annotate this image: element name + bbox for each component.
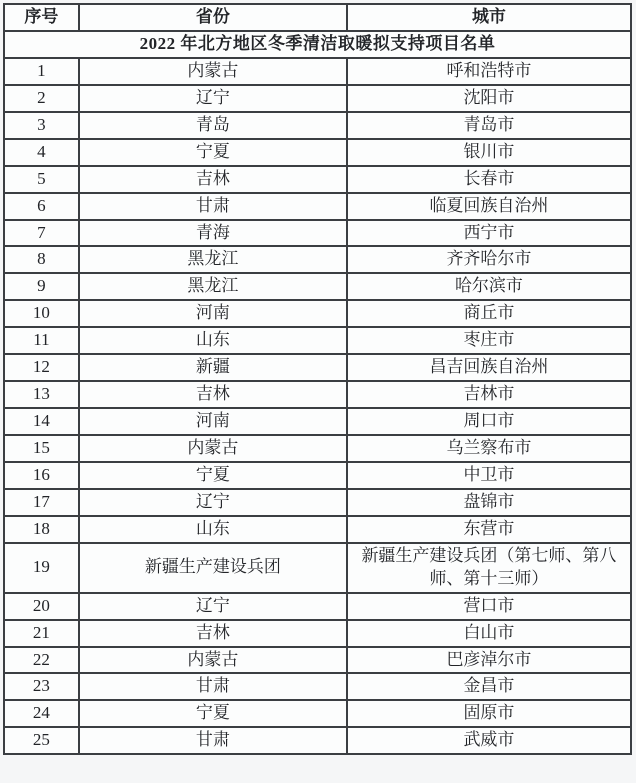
row-number-cell: 3 [4, 112, 79, 139]
city-cell: 金昌市 [347, 673, 631, 700]
province-cell: 青海 [79, 220, 347, 247]
table-body [4, 58, 631, 754]
city-cell: 白山市 [347, 620, 631, 647]
row-number-cell: 6 [4, 193, 79, 220]
row-number-cell: 12 [4, 354, 79, 381]
table-row [4, 166, 631, 193]
row-number-cell: 10 [4, 300, 79, 327]
city-cell: 银川市 [347, 139, 631, 166]
title-row [4, 31, 631, 58]
row-number-cell: 4 [4, 139, 79, 166]
city-cell: 固原市 [347, 700, 631, 727]
row-number-cell: 7 [4, 220, 79, 247]
province-cell: 河南 [79, 408, 347, 435]
city-cell: 吉林市 [347, 381, 631, 408]
province-cell: 吉林 [79, 620, 347, 647]
table-row [4, 246, 631, 273]
city-cell: 临夏回族自治州 [347, 193, 631, 220]
row-number-cell: 8 [4, 246, 79, 273]
table-row [4, 300, 631, 327]
province-cell: 新疆 [79, 354, 347, 381]
province-cell: 黑龙江 [79, 273, 347, 300]
province-cell: 甘肃 [79, 673, 347, 700]
city-cell: 哈尔滨市 [347, 273, 631, 300]
row-number-cell: 25 [4, 727, 79, 754]
city-cell: 枣庄市 [347, 327, 631, 354]
city-cell: 青岛市 [347, 112, 631, 139]
province-cell: 吉林 [79, 381, 347, 408]
province-cell: 辽宁 [79, 85, 347, 112]
table-row [4, 700, 631, 727]
city-cell: 周口市 [347, 408, 631, 435]
row-number-cell: 18 [4, 516, 79, 543]
province-cell: 吉林 [79, 166, 347, 193]
province-cell: 黑龙江 [79, 246, 347, 273]
table-row [4, 727, 631, 754]
province-cell: 河南 [79, 300, 347, 327]
row-number-cell: 11 [4, 327, 79, 354]
city-cell: 新疆生产建设兵团（第七师、第八师、第十三师） [347, 543, 631, 593]
row-number-cell: 1 [4, 58, 79, 85]
table-row [4, 620, 631, 647]
city-cell: 盘锦市 [347, 489, 631, 516]
table-row [4, 220, 631, 247]
province-cell: 内蒙古 [79, 58, 347, 85]
row-number-cell: 24 [4, 700, 79, 727]
city-cell: 东营市 [347, 516, 631, 543]
province-cell: 青岛 [79, 112, 347, 139]
city-cell: 商丘市 [347, 300, 631, 327]
city-cell: 西宁市 [347, 220, 631, 247]
city-cell: 昌吉回族自治州 [347, 354, 631, 381]
province-cell: 新疆生产建设兵团 [79, 543, 347, 593]
row-number-cell: 23 [4, 673, 79, 700]
table-row [4, 462, 631, 489]
province-cell: 内蒙古 [79, 647, 347, 674]
province-cell: 辽宁 [79, 489, 347, 516]
table-row [4, 435, 631, 462]
city-cell: 沈阳市 [347, 85, 631, 112]
city-cell: 中卫市 [347, 462, 631, 489]
province-cell: 辽宁 [79, 593, 347, 620]
page-title: 2022 年北方地区冬季清洁取暖拟支持项目名单 [4, 31, 631, 58]
province-cell: 山东 [79, 516, 347, 543]
province-cell: 甘肃 [79, 727, 347, 754]
table-row [4, 139, 631, 166]
table-row [4, 381, 631, 408]
table-row [4, 327, 631, 354]
row-number-cell: 19 [4, 543, 79, 593]
province-cell: 宁夏 [79, 700, 347, 727]
row-number-cell: 22 [4, 647, 79, 674]
table-row [4, 593, 631, 620]
city-cell: 齐齐哈尔市 [347, 246, 631, 273]
row-number-cell: 15 [4, 435, 79, 462]
city-cell: 营口市 [347, 593, 631, 620]
province-cell: 山东 [79, 327, 347, 354]
row-number-cell: 16 [4, 462, 79, 489]
table-row [4, 516, 631, 543]
row-number-cell: 5 [4, 166, 79, 193]
row-number-cell: 13 [4, 381, 79, 408]
table-row [4, 112, 631, 139]
province-cell: 宁夏 [79, 462, 347, 489]
city-cell: 长春市 [347, 166, 631, 193]
row-number-cell: 9 [4, 273, 79, 300]
table-row [4, 58, 631, 85]
header-city: 城市 [347, 4, 631, 31]
row-number-cell: 20 [4, 593, 79, 620]
table-row [4, 673, 631, 700]
city-cell: 乌兰察布市 [347, 435, 631, 462]
table-row [4, 354, 631, 381]
table-row [4, 489, 631, 516]
table-row [4, 85, 631, 112]
row-number-cell: 17 [4, 489, 79, 516]
province-cell: 内蒙古 [79, 435, 347, 462]
row-number-cell: 14 [4, 408, 79, 435]
city-cell: 巴彦淖尔市 [347, 647, 631, 674]
header-row [4, 4, 631, 31]
table-row [4, 543, 631, 593]
table-row [4, 408, 631, 435]
row-number-cell: 21 [4, 620, 79, 647]
city-cell: 武威市 [347, 727, 631, 754]
table-row [4, 273, 631, 300]
row-number-cell: 2 [4, 85, 79, 112]
province-cell: 宁夏 [79, 139, 347, 166]
table-row [4, 193, 631, 220]
header-province: 省份 [79, 4, 347, 31]
city-cell: 呼和浩特市 [347, 58, 631, 85]
table-row [4, 647, 631, 674]
projects-table [3, 3, 632, 755]
province-cell: 甘肃 [79, 193, 347, 220]
header-number: 序号 [4, 4, 79, 31]
